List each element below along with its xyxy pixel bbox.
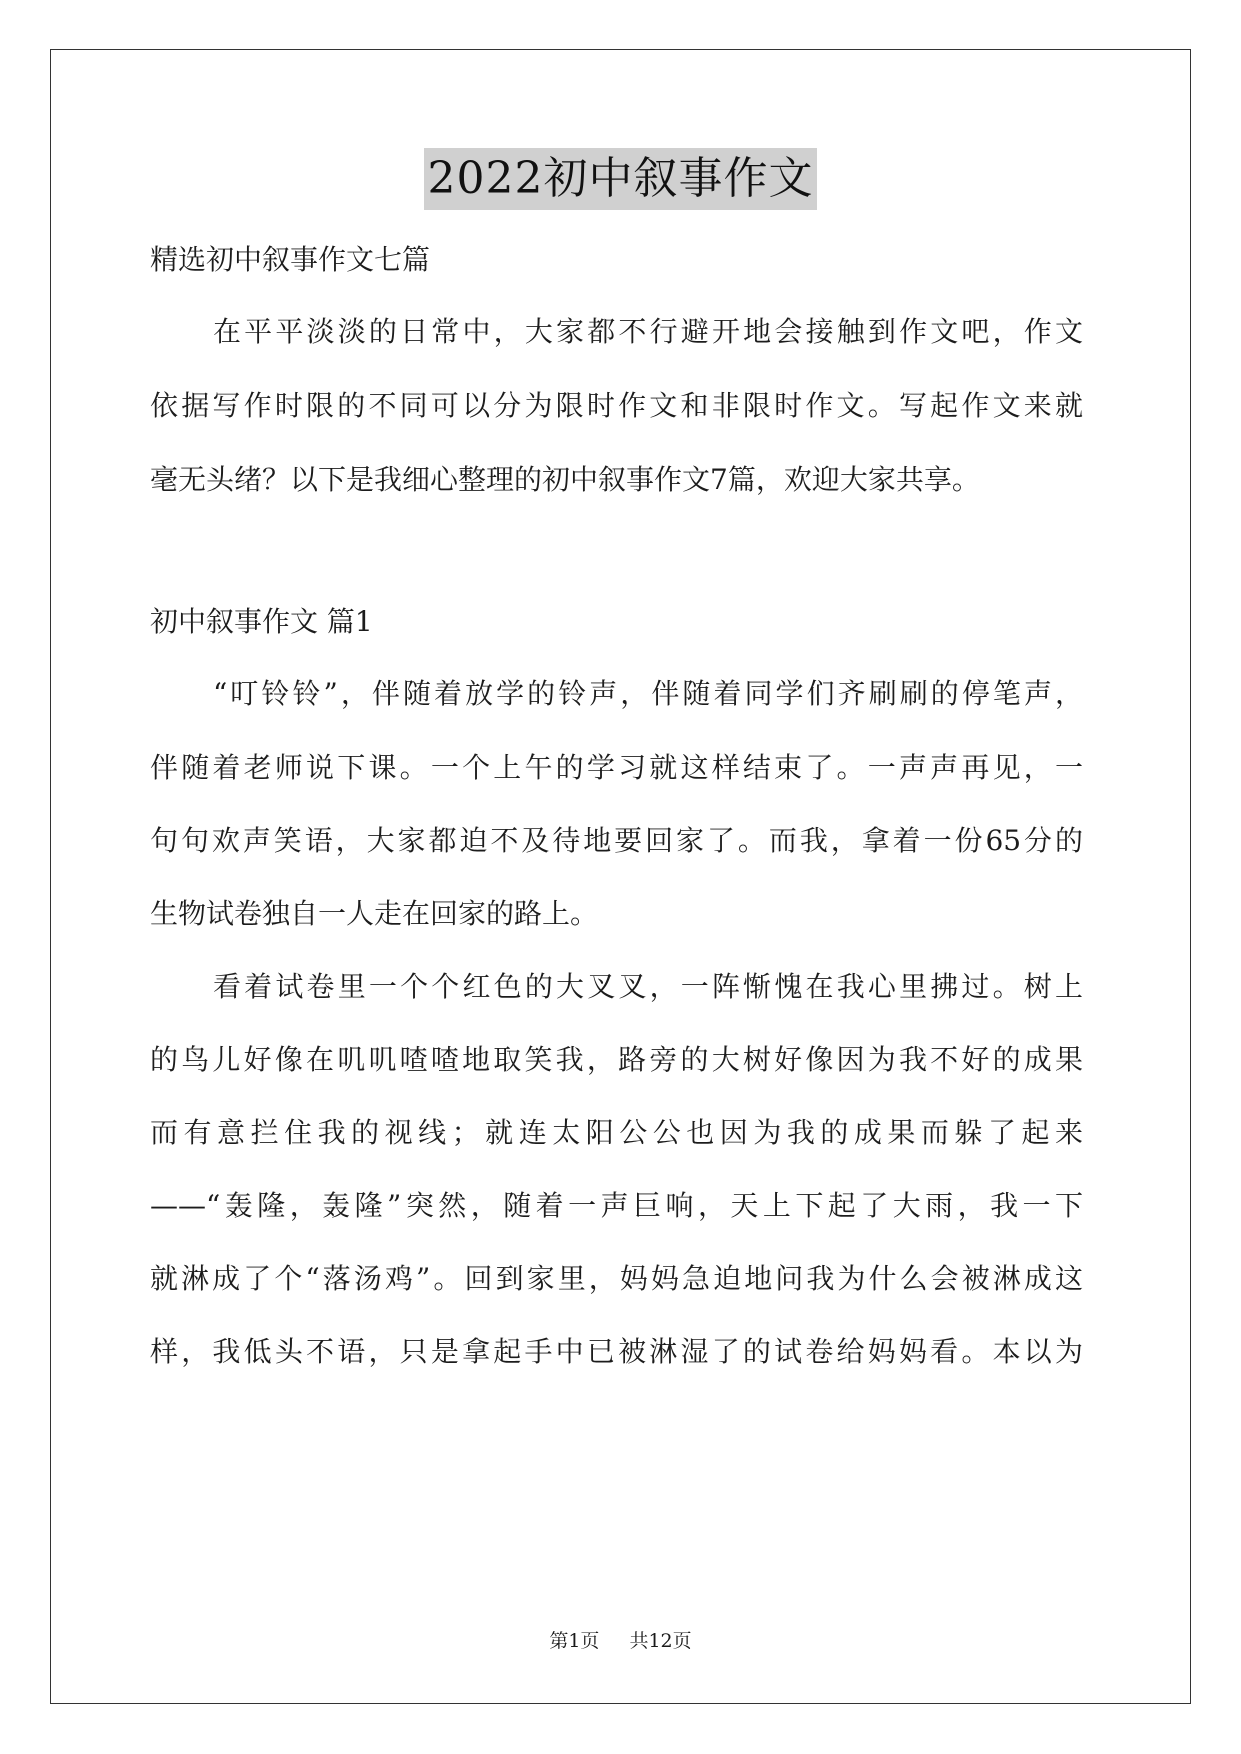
page-footer: [0, 1628, 1241, 1654]
paragraph-line: 看着试卷里一个个红色的大叉叉，一阵惭愧在我心里拂过。树上: [213, 970, 1083, 1003]
intro-line: 在平平淡淡的日常中，大家都不行避开地会接触到作文吧，作文: [213, 315, 1083, 348]
paragraph-line: 句句欢声笑语，大家都迫不及待地要回家了。而我，拿着一份65分的: [150, 824, 1083, 857]
paragraph-line: 样，我低头不语，只是拿起手中已被淋湿了的试卷给妈妈看。本以为: [150, 1335, 1083, 1368]
paragraph-line: 生物试卷独自一人走在回家的路上。: [150, 897, 599, 930]
page-total: 共12页: [629, 1630, 692, 1652]
intro-line: 依据写作时限的不同可以分为限时作文和非限时作文。写起作文来就: [150, 389, 1083, 422]
paragraph-line: “叮铃铃”，伴随着放学的铃声，伴随着同学们齐刷刷的停笔声，: [213, 677, 1083, 710]
section-heading: 初中叙事作文 篇1: [150, 605, 373, 638]
page-border: [50, 49, 1191, 1704]
intro-line: 毫无头绪？以下是我细心整理的初中叙事作文7篇，欢迎大家共享。: [150, 463, 980, 496]
paragraph-line: 的鸟儿好像在叽叽喳喳地取笑我，路旁的大树好像因为我不好的成果: [150, 1043, 1083, 1076]
paragraph-line: 伴随着老师说下课。一个上午的学习就这样结束了。一声声再见，一: [150, 751, 1083, 784]
paragraph-line: 而有意拦住我的视线；就连太阳公公也因为我的成果而躲了起来: [150, 1116, 1083, 1149]
title-container: [0, 148, 1241, 210]
paragraph-line: ——“轰隆，轰隆”突然，随着一声巨响，天上下起了大雨，我一下: [150, 1189, 1083, 1222]
paragraph-line: 就淋成了个“落汤鸡”。回到家里，妈妈急迫地问我为什么会被淋成这: [150, 1262, 1083, 1295]
page-number: 第1页: [549, 1630, 600, 1652]
document-title: 2022初中叙事作文: [424, 148, 818, 210]
subtitle: 精选初中叙事作文七篇: [150, 243, 431, 276]
